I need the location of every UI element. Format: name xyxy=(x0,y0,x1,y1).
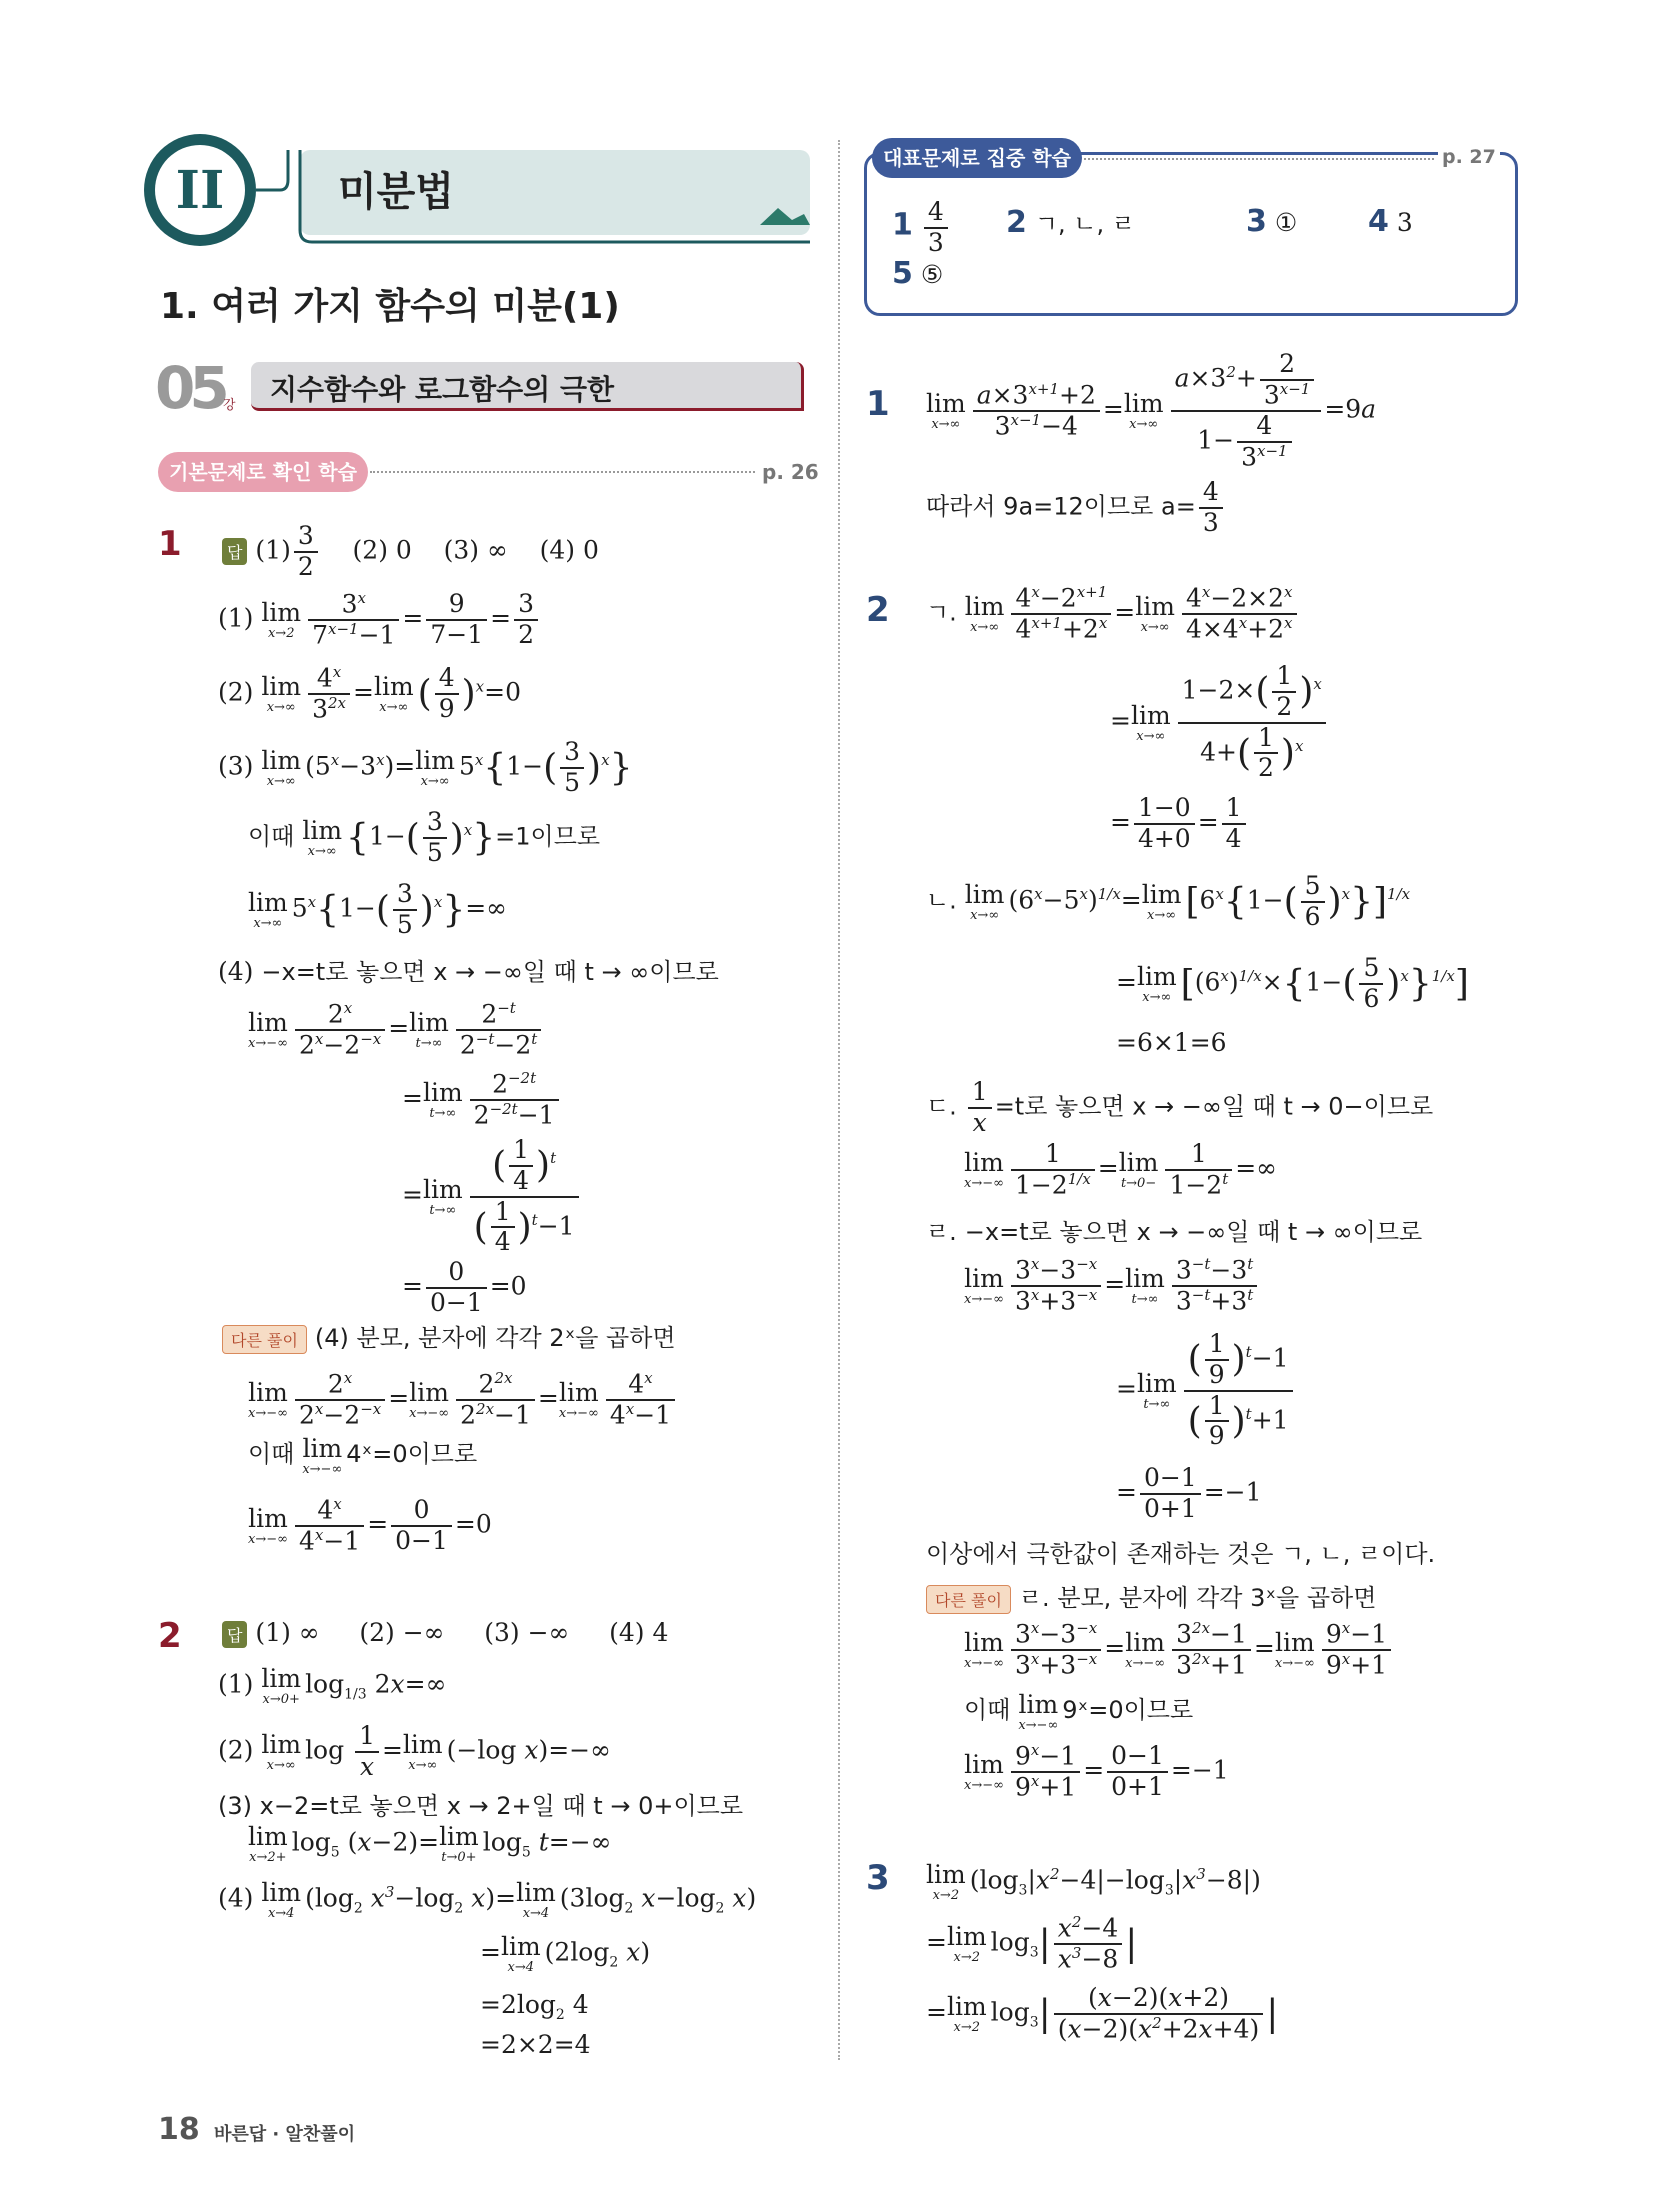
alt-note: 이때 xyxy=(964,1696,1011,1724)
focus-num: 3 xyxy=(1246,204,1267,239)
part-label: (1) xyxy=(218,603,254,633)
focus-answer-4 xyxy=(1368,204,1413,239)
right-q2-d-step3: = $\frac{0-1}{0+1}$ =−1 xyxy=(1116,1463,1262,1523)
left-q2-answers xyxy=(222,1618,668,1648)
part-label: (4) xyxy=(218,957,254,986)
q2-part3-text: (3) x−2=t로 놓으면 x → 2+일 때 t → 0+이므로 xyxy=(218,1792,744,1820)
right-q2-c-text: ㄷ. $\frac{1}{x}$ =t로 놓으면 x → −∞일 때 t → 0−이므로 xyxy=(926,1077,1434,1137)
right-q3-step2: = lim x→2 $\log_3|$ $\frac{x^2-4}{x^3-8}$ | xyxy=(926,1913,1138,1974)
note-text-end: =1이므로 xyxy=(495,822,601,851)
alt-badge: 다른 풀이 xyxy=(926,1585,1011,1614)
right-q2-a-step2: = lim x→∞ 1−2×( $\frac{1}{2}$ )$^x$ 4+( $\frac{1}{2}$ )$^x$ xyxy=(1110,662,1329,783)
part4-text: −x=t로 놓으면 x → −∞일 때 t → ∞이므로 xyxy=(261,958,719,986)
part-label: (3) xyxy=(218,751,254,781)
lesson-number: 05 xyxy=(155,354,224,422)
left-q1-part3-result: lim x→∞ $5^x\{1-$( $\frac{3}{5}$ )$^x$}=∞ xyxy=(248,879,507,939)
focus-answer-3 xyxy=(1246,204,1297,239)
left-q2-part4-step4: =2×2=4 xyxy=(480,2030,591,2059)
left-q1-part4-step2: = lim t→∞ $\frac{2^{-2t}}{2^{-2t}-1}$ xyxy=(402,1070,562,1130)
left-q2-part4-step3: $=2\log_2$ 4 xyxy=(480,1990,589,2023)
focus-banner-page: p. 27 xyxy=(1438,146,1500,168)
right-q2-a-step3: = $\frac{1-0}{4+0}$ = $\frac{1}{4}$ xyxy=(1110,794,1249,854)
section-title: 1. 여러 가지 함수의 미분(1) xyxy=(160,286,620,327)
left-q1-part1: (1) lim x→2 $\frac{3^x}{7^{x-1}-1}$ = $\frac{9}{7-1}$ = $\frac{3}{2}$ xyxy=(218,590,541,650)
item-label: ㄷ. xyxy=(926,1092,957,1121)
q1-conclusion: 따라서 9a=12이므로 a= xyxy=(926,492,1196,521)
summary-text: 이상에서 극한값이 존재하는 것은 ㄱ, ㄴ, ㄹ이다. xyxy=(926,1540,1436,1568)
focus-answer-1: 1 $\frac{4}{3}$ xyxy=(892,198,951,258)
note-text: 이때 xyxy=(248,822,295,851)
q1-answer-3: (3) ∞ xyxy=(443,535,508,565)
left-q2-number: 2 xyxy=(158,1616,182,1656)
chapter-numeral: II xyxy=(175,160,225,221)
basic-banner: 기본문제로 확인 학습 xyxy=(158,452,368,492)
left-q1-part2: (2) lim x→∞ $\frac{4^x}{3^{2x}}$ = lim x→∞ ( $\frac{4}{9}$ )$^x$=0 xyxy=(218,663,521,724)
q2-answer-1: (1) ∞ xyxy=(255,1618,320,1647)
focus-banner: 대표문제로 집중 학습 xyxy=(872,138,1082,178)
q1-answer-1: (1) xyxy=(255,535,291,565)
right-q2-alt-result: lim x→−∞ $\frac{9^x-1}{9^x+1}$ = $\frac{0-1}{0+1}$ =−1 xyxy=(964,1741,1229,1802)
left-q2-part4: (4) lim x→4 ($\log_2$ $x^3-\log_2$ x)= lim x→4 ($3\log_2$ $x-\log_2$ x) xyxy=(218,1878,757,1921)
q2-answer-4: (4) 4 xyxy=(609,1618,669,1647)
item-label: ㄱ. xyxy=(926,598,957,627)
page-number: 18 xyxy=(158,2112,200,2147)
right-q2-d-step2: = lim t→∞ ( $\frac{1}{9}$ )$^t$−1 ( $\frac{1}{9}$ )$^t$+1 xyxy=(1116,1330,1296,1451)
focus-num: 5 xyxy=(892,256,913,291)
left-q1-alt-eq: lim x→−∞ $\frac{2^x}{2^x-2^{-x}}$ = lim x→−∞ $\frac{2^{2x}}{2^{2x}-1}$ = lim x→−∞ $\frac{4^x}{4^x-1}$ xyxy=(248,1370,678,1430)
focus-banner-line xyxy=(1084,158,1434,160)
left-q2-part2: (2) lim x→∞ log $\frac{1}{x}$ = lim x→∞ (−log x)=−∞ xyxy=(218,1721,611,1781)
item-label: ㄹ. xyxy=(926,1218,957,1246)
basic-banner-page: p. 26 xyxy=(762,460,819,484)
part-label: (2) xyxy=(218,677,254,707)
right-q1-conclusion: 따라서 9a=12이므로 a= $\frac{4}{3}$ xyxy=(926,478,1226,538)
focus-value: 3 xyxy=(1396,208,1413,237)
left-q1-alt-note: 이때 lim x→−∞ 4ˣ=0이므로 xyxy=(248,1433,478,1477)
focus-num: 1 xyxy=(892,207,913,243)
right-q3-number: 3 xyxy=(866,1858,890,1898)
chapter-title: 미분법 xyxy=(338,169,454,215)
left-q1-part3-note: 이때 lim x→∞ {1−( $\frac{3}{5}$ )$^x$}=1이므로 xyxy=(248,807,601,867)
q2-answer-3: (3) −∞ xyxy=(484,1618,570,1647)
left-q2-part1: (1) lim x→0+ $\log_{1/3} 2x=\infty$ xyxy=(218,1664,447,1707)
right-q1-eq: lim x→∞ $\frac{a\times 3^{x+1}+2}{3^{x-1}-4}$ = lim x→∞ $a\times 3^2+$ $\frac{2}{3^{x-1}}$ 1− $\frac{4}{3^{x-1}}$ =9a xyxy=(926,349,1377,471)
right-q2-b-step2: = lim x→∞ [$(6^x)^{1/x}\times\{1-$( $\frac{5}{6}$ )$^x$}$^{1/x}$] xyxy=(1116,953,1469,1013)
answer-badge: 답 xyxy=(222,1621,247,1648)
left-q1-part4-step3: = lim t→∞ ( $\frac{1}{4}$ )$^t$ ( $\frac{1}{4}$ )$^t$−1 xyxy=(402,1136,582,1257)
focus-num: 2 xyxy=(1006,205,1027,240)
lesson-unit: 강 xyxy=(223,398,236,413)
item-label: ㄴ. xyxy=(926,886,957,915)
right-q1-number: 1 xyxy=(866,384,890,424)
right-q2-alt-eq: lim x→−∞ $\frac{3^x-3^{-x}}{3^x+3^{-x}}$ = lim x→−∞ $\frac{3^{2x}-1}{3^{2x}+1}$ = lim x→−∞ $\frac{9^x-1}{9^x+1}$ xyxy=(964,1620,1394,1680)
alt-note-end: 4ˣ=0이므로 xyxy=(346,1440,478,1468)
lesson-title: 지수함수와 로그함수의 극한 xyxy=(270,373,615,406)
left-q1-part4-step1: lim x→−∞ $\frac{2^x}{2^x-2^{-x}}$ = lim t→∞ $\frac{2^{-t}}{2^{-t}-2^t}$ xyxy=(248,1000,544,1060)
focus-num: 4 xyxy=(1368,204,1389,239)
left-q1-alt xyxy=(222,1318,676,1354)
focus-value: ㄱ, ㄴ, ㄹ xyxy=(1034,210,1135,238)
q1-answer-2: (2) 0 xyxy=(352,535,412,565)
left-q2-part3-text xyxy=(218,1786,743,1821)
left-q2-part4-step2: = lim x→4 ($2\log_2$ x) xyxy=(480,1932,651,1975)
left-q1-part4-text xyxy=(218,952,719,987)
focus-answer-5 xyxy=(892,256,943,291)
alt-note: 이때 xyxy=(248,1440,295,1468)
right-q2-d-step1: lim x→−∞ $\frac{3^x-3^{-x}}{3^x+3^{-x}}$ = lim t→∞ $\frac{3^{-t}-3^t}{3^{-t}+3^t}$ xyxy=(964,1256,1260,1316)
c-text: =t로 놓으면 x → −∞일 때 t → 0−이므로 xyxy=(994,1092,1434,1121)
basic-banner-line xyxy=(370,471,755,473)
right-q2-b-step1: ㄴ. lim x→∞ $(6^x-5^x)^{1/x}=$ lim x→∞ [$6^x\{1-$( $\frac{5}{6}$ )$^x$}]$^{1/x}$ xyxy=(926,871,1411,931)
right-q2-summary xyxy=(926,1534,1435,1569)
lesson-banner xyxy=(155,354,805,422)
alt-text: ㄹ. 분모, 분자에 각각 3ˣ을 곱하면 xyxy=(1018,1584,1377,1612)
d-text: −x=t로 놓으면 x → −∞일 때 t → ∞이므로 xyxy=(964,1218,1423,1246)
right-q2-alt-note: 이때 lim x→−∞ 9ˣ=0이므로 xyxy=(964,1689,1194,1733)
left-q1-part3: (3) lim x→∞ $(5^x-3^x)=$ lim x→∞ $5^x\{1-$( $\frac{3}{5}$ )$^x$} xyxy=(218,737,633,797)
right-q2-a-step1: ㄱ. lim x→∞ $\frac{4^x-2^{x+1}}{4^{x+1}+2^x}$ = lim x→∞ $\frac{4^x-2\times 2^x}{4\times 4^x+2^x}$ xyxy=(926,584,1300,644)
focus-value: ① xyxy=(1274,208,1298,237)
right-q2-number: 2 xyxy=(866,590,890,630)
left-q1-number: 1 xyxy=(158,524,182,564)
left-q2-part3-eq: lim x→2+ $\log_5 (x-2)=$ lim t→0+ $\log_5 t=-\infty$ xyxy=(248,1822,612,1865)
right-q2-b-step3: =6×1=6 xyxy=(1116,1028,1227,1057)
alt-text: (4) 분모, 분자에 각각 2ˣ을 곱하면 xyxy=(314,1324,676,1352)
left-q1-alt-result: lim x→−∞ $\frac{4^x}{4^x-1}$ = $\frac{0}{0-1}$ =0 xyxy=(248,1495,492,1556)
alt-badge: 다른 풀이 xyxy=(222,1325,307,1354)
column-divider xyxy=(838,140,840,2060)
alt-note-end: 9ˣ=0이므로 xyxy=(1062,1696,1194,1724)
focus-answer-2 xyxy=(1006,204,1135,240)
focus-value: ⑤ xyxy=(920,260,944,289)
answer-badge: 답 xyxy=(222,538,247,565)
q1-answer-4: (4) 0 xyxy=(539,535,599,565)
left-q1-part4-step4: = $\frac{0}{0-1}$ =0 xyxy=(402,1257,527,1317)
left-q1-answers: 답 (1) $\frac{3}{2}$ (2) 0 (3) ∞ (4) 0 xyxy=(222,522,599,582)
right-q3-step3: = lim x→2 $\log_3|$ $\frac{(x-2)(x+2)}{(x-2)(x^2+2x+4)}$ | xyxy=(926,1983,1279,2044)
chapter-emblem xyxy=(140,130,820,250)
right-q2-alt xyxy=(926,1578,1376,1614)
right-q2-c-eq: lim x→−∞ $\frac{1}{1-2^{1/x}}$ = lim t→0− $\frac{1}{1-2^t}$ =∞ xyxy=(964,1139,1278,1200)
right-q2-d-text xyxy=(926,1212,1422,1247)
right-q3-step1: lim x→2 $(\log_3|x^2-4|-\log_3|x^3-8|)$ xyxy=(926,1860,1261,1903)
q2-answer-2: (2) −∞ xyxy=(359,1618,445,1647)
footer-text: 바른답 · 알찬풀이 xyxy=(214,2124,356,2145)
